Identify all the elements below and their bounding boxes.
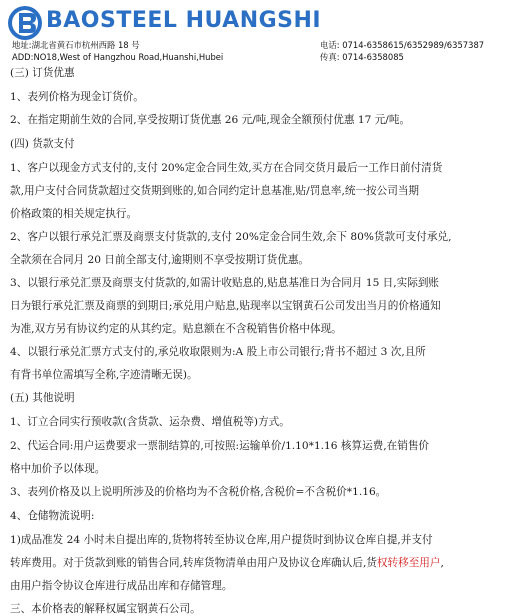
body-line: 由用户指令协议仓库进行成品出库和存储管理。	[10, 580, 233, 592]
body-line: 价格政策的相关规定执行。	[10, 208, 138, 220]
body-line: 为准,双方另有协议约定的从其约定。贴息额在不含税销售价格中体现。	[10, 323, 342, 335]
body-line: 有背书单位需填写全称,字迹清晰无误)。	[10, 369, 198, 381]
body-line-with-highlight	[10, 556, 444, 570]
address-chinese: 地址:湖北省黄石市杭州西路 18 号	[12, 40, 140, 50]
body-line-text: 转库费用。对于货款到账的销售合同,转库货物清单由用户及协议仓库确认后,货	[10, 557, 377, 569]
company-brand-name: BAOSTEEL HUANGSHI	[46, 8, 322, 33]
fax: 传真: 0714-6358085	[320, 52, 404, 62]
highlighted-text: 权转移至用户	[376, 557, 441, 569]
body-line: 2、代运合同:用户运费要求一票制结算的,可按照:运输单价/1.10*1.16 核算运费,在销售价	[10, 440, 430, 452]
body-line: 1、订立合同实行预收款(含货款、运杂费、增值税等)方式。	[10, 416, 290, 428]
body-line: 款,用户支付合同货款超过交货期到账的,如合同约定计息基准,贴/罚息率,统一按公司当期	[10, 185, 420, 197]
baosteel-logo-icon	[7, 5, 43, 41]
body-line: 2、在指定期前生效的合同,享受按期订货优惠 26 元/吨,现金全额预付优惠 17 元/吨。	[10, 114, 411, 126]
section-heading-other-notes: (五) 其他说明	[10, 392, 75, 404]
section-heading-payment: (四) 货款支付	[10, 138, 75, 150]
body-line: 2、客户以银行承兑汇票及商票支付货款的,支付 20%定金合同生效,余下 80%货款可支付承兑,	[10, 231, 452, 243]
body-line: 3、表列价格及以上说明所涉及的价格均为不含税价格,含税价=不含税价*1.16。	[10, 486, 387, 498]
body-line: 3、以银行承兑汇票及商票支付货款的,如需计收贴息的,贴息基准日为合同月 15 日,实际到账	[10, 277, 440, 289]
body-line: 日为银行承兑汇票及商票的到期日;承兑用户贴息,贴现率以宝钢黄石公司发出当月的价格通知	[10, 300, 441, 312]
letterhead	[0, 0, 505, 62]
telephone: 电话: 0714-6358615/6352989/6357387	[320, 40, 485, 50]
address-english: ADD:NO18,West of Hangzhou Road,Huanshi,Hubei	[12, 52, 224, 62]
body-line: 格中加价予以体现。	[10, 463, 106, 475]
body-line: 1)成品准发 24 小时未自提出库的,货物将转至协议仓库,用户提货时到协议仓库自提,并支付	[10, 534, 433, 546]
body-line: 1、表列价格为现金订货价。	[10, 91, 144, 103]
body-line: 4、以银行承兑汇票方式支付的,承兑收取限则为:A 股上市公司银行;背书不超过 3 次,且所	[10, 346, 426, 358]
section-heading-order-discount: (三) 订货优惠	[10, 67, 75, 79]
closing-line: 三、本价格表的解释权属宝钢黄石公司。	[10, 603, 201, 615]
body-line: 1、客户以现金方式支付的,支付 20%定金合同生效,买方在合同交货月最后一工作日前付清货	[10, 162, 443, 174]
body-line-tail: ,	[440, 557, 444, 569]
body-line: 全款须在合同月 20 日前全部支付,逾期则不享受按期订货优惠。	[10, 254, 310, 266]
section-heading-logistics: 4、仓储物流说明:	[10, 510, 95, 522]
